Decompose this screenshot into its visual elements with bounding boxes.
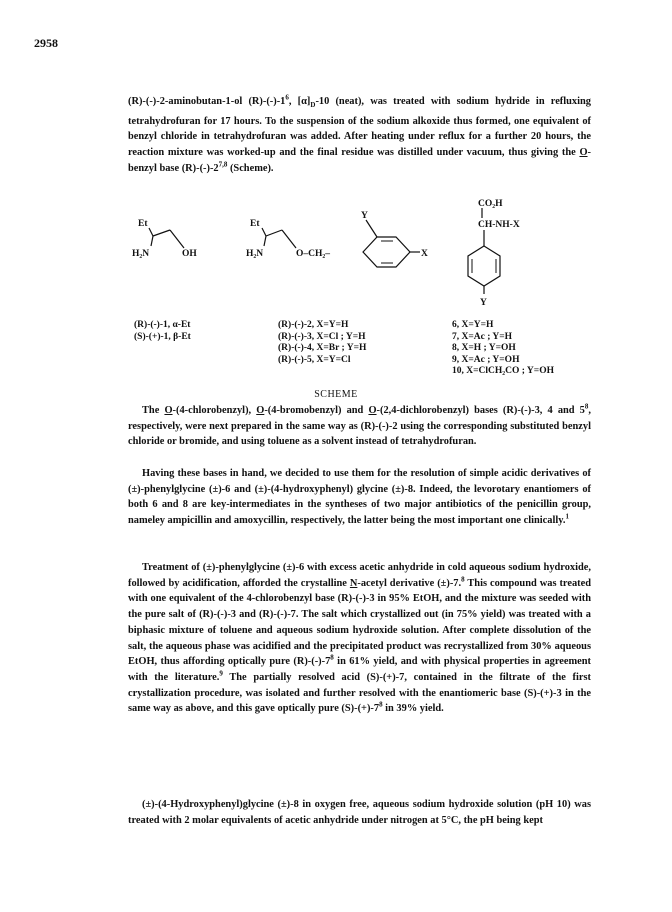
intro-paragraph: (R)-(-)-2-aminobutan-1-ol $(R)-(-)-1^6$, $[\alpha]_D-10$ (neat), was treated with sodium hydride in refluxing tetrahydrofuran for 17 hours. To the suspension of the sodium alkoxide thus formed, one equivalent of benzyl chloride in tetrahydrofuran was added. After heating under reflux for a further 20 hours, the reaction mixture was worked-up and the final residue was distilled under vacuum, thus giving the O-benzyl base (R)-(-)-2$^{7,8}$ (Scheme). [128, 93, 591, 174]
svg-text:Y: Y [480, 298, 487, 308]
compound-label: (S)-(+)-1, β-Et [134, 331, 191, 342]
svg-text:H₂N: H₂N [132, 249, 150, 259]
compound-label: 7, X=Ac ; Y=H [452, 331, 513, 342]
phenylglycine-structure [468, 199, 520, 308]
paragraph-hydroxyphenylglycine: (±)-(4-Hydroxyphenyl)glycine (±)-8 in oxygen free, aqueous sodium hydroxide solution (pH 10) was treated with 2 molar equivalents of acetic anhydride under nitrogen at 5°C, the pH being kept [128, 799, 591, 826]
svg-text:Et: Et [138, 219, 148, 229]
compound-labels-2 [278, 320, 366, 366]
page-number: 2958 [34, 36, 58, 50]
compound-labels-3 [452, 320, 554, 378]
svg-text:CO₂H: CO₂H [478, 199, 503, 209]
compound-label: (R)-(-)-3, X=Cl ; Y=H [278, 331, 366, 342]
svg-text:Y: Y [361, 211, 368, 221]
svg-text:Et: Et [250, 219, 260, 229]
paragraph-resolution: Having these bases in hand, we decided to use them for the resolution of simple acidic derivatives of (±)-phenylglycine (±)-6 and (±)-(4-hydroxyphenyl) glycine (±)-8. Indeed, the levorotary enantiomers of both 6 and 8 are key-intermediates in the syntheses of two major antibiotics of the penicillin group, nameley ampicillin and amoxycillin, respectively, the latter being the most important one clinically.$^1$ [128, 468, 591, 527]
compound-label: 6, X=Y=H [452, 320, 494, 330]
compound-label: (R)-(-)-4, X=Br ; Y=H [278, 343, 367, 353]
paragraph-benzyl-bases: The O-(4-chlorobenzyl), O-(4-bromobenzyl) and O-(2,4-dichlorobenzyl) bases (R)-(-)-3, 4 and $5^8$, respectively, were next prepared in the same way as (R)-(-)-2 using the corresponding substituted benzyl chloride or bromide, and using toluene as a solvent instead of tetrahydrofuran. [128, 402, 591, 448]
paragraph-treatment: Treatment of (±)-phenylglycine (±)-6 with excess acetic anhydride in cold aqueous sodium hydroxide, followed by acidification, afforded the crystalline N-acetyl derivative (±)-7.$^8$ This compound was treated with one equivalent of the 4-chlorobenzyl base (R)-(-)-3 in 95% EtOH, and the mixture was seeded with the pure salt of (R)-(-)-3 and (R)-(-)-7. The salt which crystallized out (in 75% yield) was treated with a biphasic mixture of toluene and aqueous sodium hydroxide solution. After complete dissolution of the salt, the aqueous phase was acidified and the precipitated product was recrystallized from 30% aqueous EtOH, thus affording optically pure $(R)-(-)-7^8$ in 61% yield, and with physical properties in agreement with the literature.$^9$ The partially resolved acid (S)-(+)-7, contained in the filtrate of the first crystallization procedure, was isolated and further resolved with the enantiomeric base (S)-(+)-3 in the same way as above, and this gave optically pure $(S)-(+)-7^8$ in 39% yield. [128, 562, 592, 715]
svg-text:OH: OH [182, 249, 197, 259]
svg-text:CH-NH-X: CH-NH-X [478, 220, 520, 230]
benzyloxy-amine-structure [246, 211, 428, 267]
compound-labels-1 [134, 320, 191, 343]
compound-label: 10, X=ClCH₂CO ; Y=OH [452, 366, 554, 376]
svg-text:O–CH₂–: O–CH₂– [296, 249, 330, 259]
svg-text:X: X [421, 249, 428, 259]
compound-label: (R)-(-)-2, X=Y=H [278, 320, 349, 330]
svg-text:H₂N: H₂N [246, 249, 264, 259]
scheme-title: SCHEME [314, 389, 358, 400]
compound-label: (R)-(-)-1, α-Et [134, 320, 191, 330]
compound-label: (R)-(-)-5, X=Y=Cl [278, 354, 351, 365]
aminobutanol-structure [132, 219, 197, 259]
compound-label: 9, X=Ac ; Y=OH [452, 354, 520, 365]
compound-label: 8, X=H ; Y=OH [452, 343, 516, 353]
